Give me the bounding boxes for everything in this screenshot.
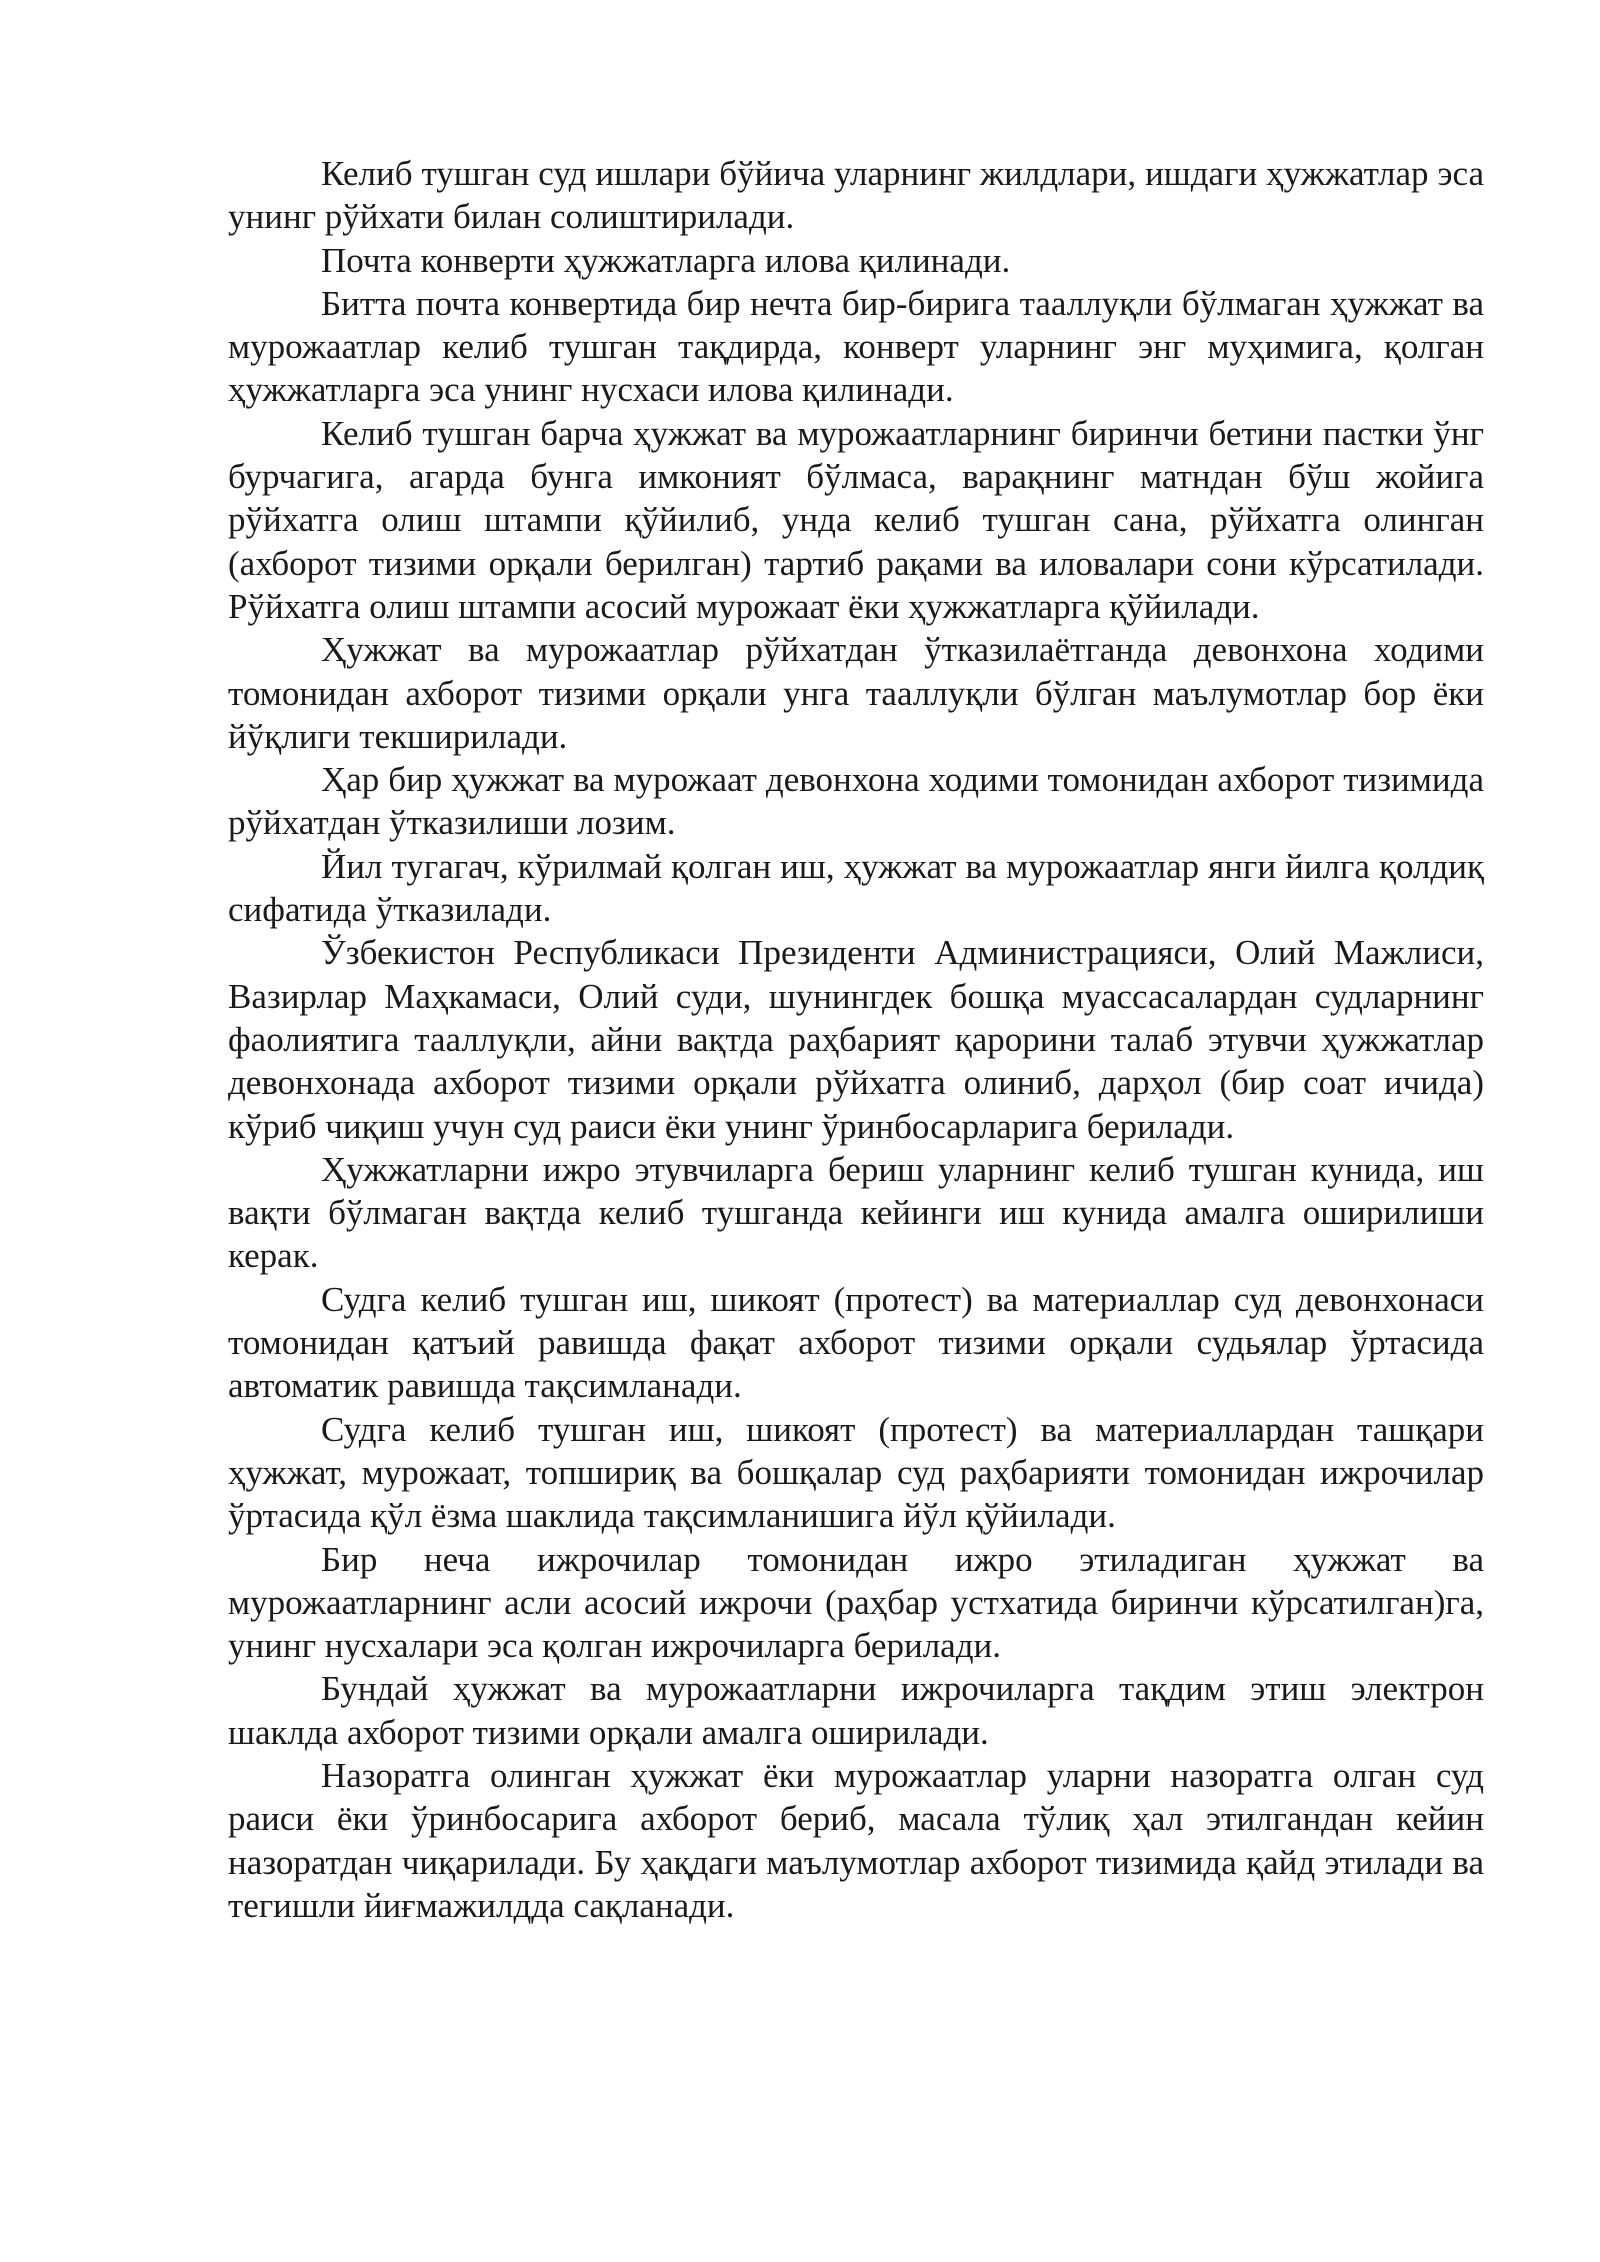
paragraph: Йил тугагач, кўрилмай қолган иш, ҳужжат ва мурожаатлар янги йилга қолдиқ сифатида ўтказилади.: [228, 846, 1484, 930]
paragraph: Почта конверти ҳужжатларга илова қилинади.: [321, 240, 1011, 280]
paragraph: Судга келиб тушган иш, шикоят (протест) ва материаллардан ташқари ҳужжат, мурожаат, топшириқ ва бошқалар суд раҳбарияти томонидан ижрочилар ўртасида қўл ёзма шаклида тақсимланишига йўл қўйилади.: [228, 1409, 1484, 1536]
paragraph: Ўзбекистон Республикаси Президенти Администрацияси, Олий Мажлиси, Вазирлар Маҳкамаси, Олий суди, шунингдек бошқа муассасалардан судларнинг фаолиятига тааллуқли, айни вақтда раҳбарият қарорини талаб этувчи ҳужжатлар девонхонада ахборот тизими орқали рўйхатга олиниб, дарҳол (бир соат ичида) кўриб чиқиш учун суд раиси ёки унинг ўринбосарларига берилади.: [228, 933, 1484, 1146]
paragraph: Ҳужжатларни ижро этувчиларга бериш уларнинг келиб тушган кунида, иш вақти бўлмаган вақтда келиб тушганда кейинги иш кунида амалга оширилиши керак.: [228, 1149, 1484, 1276]
paragraph: Келиб тушган суд ишлари бўйича уларнинг жилдлари, ишдаги ҳужжатлар эса унинг рўйхати билан солиштирилади.: [228, 154, 1484, 237]
paragraph: Битта почта конвертида бир нечта бир-бирига тааллуқли бўлмаган ҳужжат ва мурожаатлар келиб тушган тақдирда, конверт уларнинг энг муҳимига, қолган ҳужжатларга эса унинг нусхаси илова қилинади.: [228, 283, 1484, 410]
paragraph: Ҳар бир ҳужжат ва мурожаат девонхона ходими томонидан ахборот тизимида рўйхатдан ўтказилиши лозим.: [228, 760, 1484, 843]
paragraph: Бир неча ижрочилар томонидан ижро этиладиган ҳужжат ва мурожаатларнинг асли асосий ижрочи (раҳбар устхатида биринчи кўрсатилган)га, унинг нусхалари эса қолган ижрочиларга берилади.: [228, 1539, 1484, 1666]
paragraph: Келиб тушган барча ҳужжат ва мурожаатларнинг биринчи бетини пастки ўнг бурчагига, агарда бунга имконият бўлмаса, варақнинг матндан бўш жойига рўйхатга олиш штампи қўйилиб, унда келиб тушган сана, рўйхатга олинган (ахборот тизими орқали берилган) тартиб рақами ва иловалари сони кўрсатилади. Рўйхатга олиш штампи асосий мурожаат ёки ҳужжатларга қўйилади.: [228, 413, 1484, 626]
paragraph: Бундай ҳужжат ва мурожаатларни ижрочиларга тақдим этиш электрон шаклда ахборот тизими орқали амалга оширилади.: [228, 1669, 1484, 1752]
document-body: [228, 152, 1484, 1927]
paragraph: Судга келиб тушган иш, шикоят (протест) ва материаллар суд девонхонаси томонидан қатъий равишда фақат ахборот тизими орқали судьялар ўртасида автоматик равишда тақсимланади.: [228, 1279, 1484, 1406]
paragraph: Назоратга олинган ҳужжат ёки мурожаатлар уларни назоратга олган суд раиси ёки ўринбосарига ахборот бериб, масала тўлиқ ҳал этилгандан кейин назоратдан чиқарилади. Бу ҳақдаги маълумотлар ахборот тизимида қайд этилади ва тегишли йиғмажилдда сақланади.: [228, 1755, 1484, 1925]
paragraph: Ҳужжат ва мурожаатлар рўйхатдан ўтказилаётганда девонхона ходими томонидан ахборот тизими орқали унга тааллуқли бўлган маълумотлар бор ёки йўқлиги текширилади.: [228, 630, 1484, 756]
